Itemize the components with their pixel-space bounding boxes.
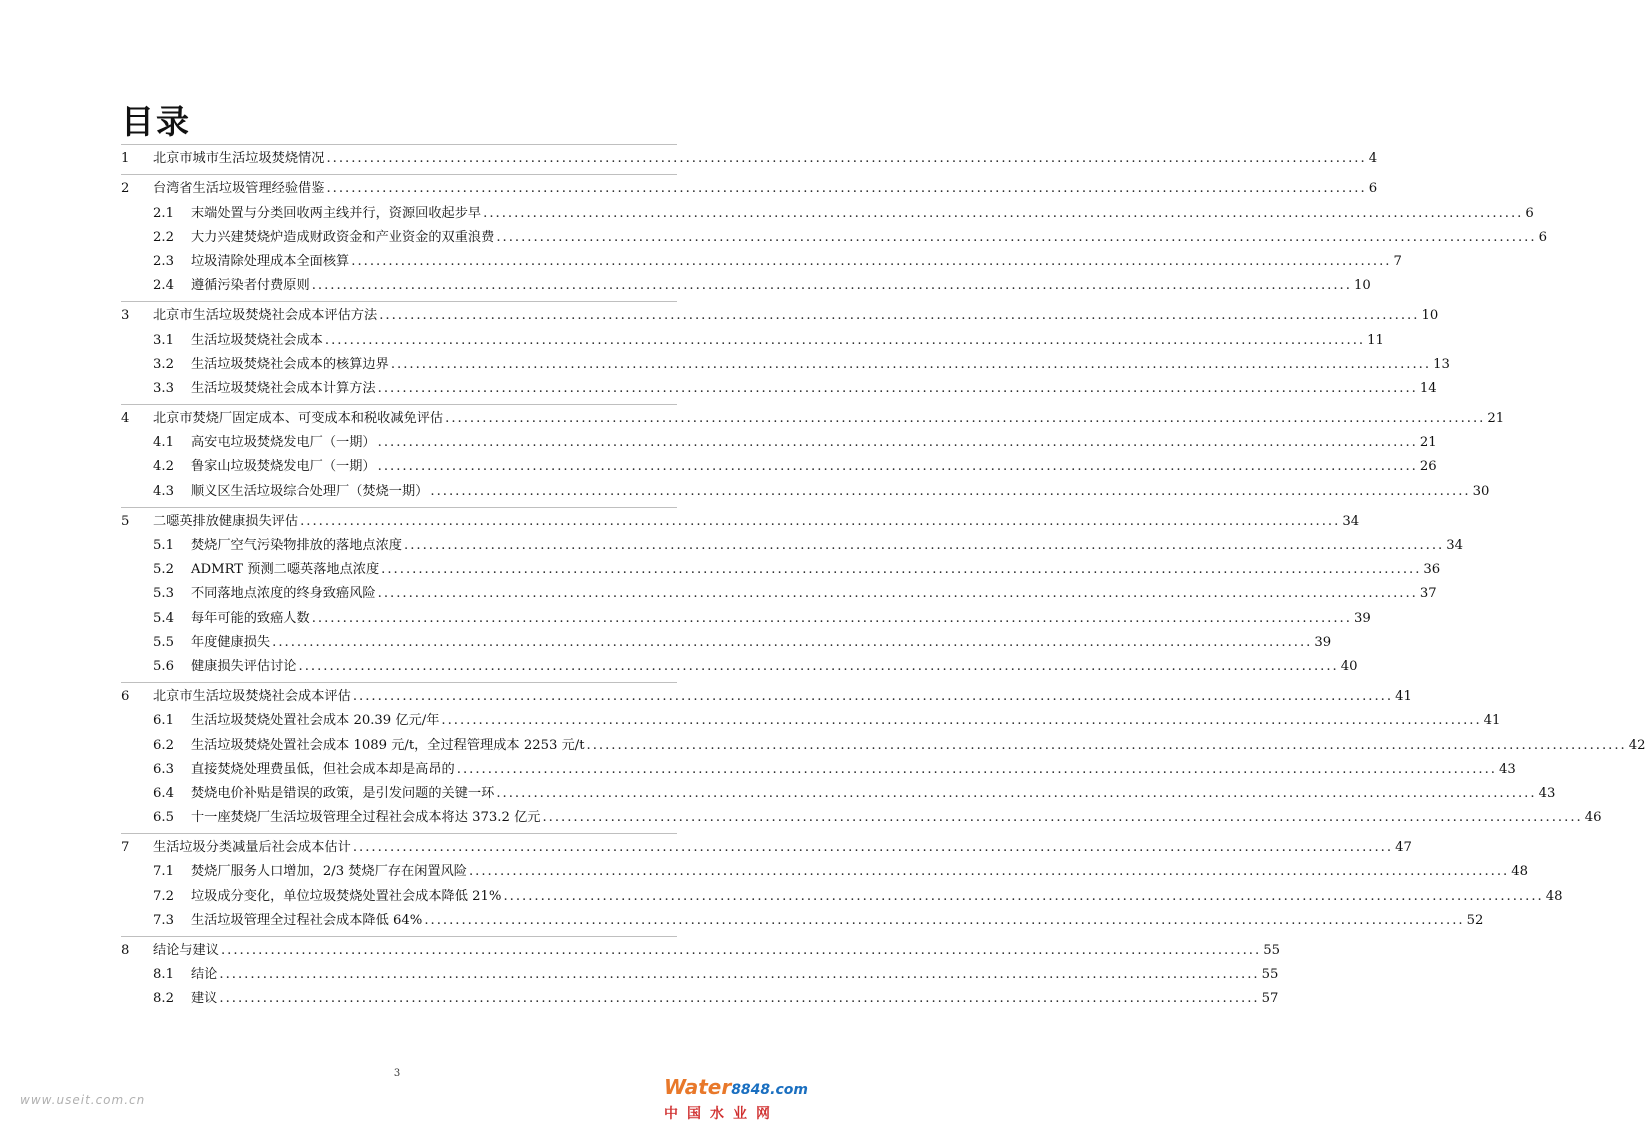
toc-dot-leader bbox=[312, 274, 1352, 298]
toc-entry-page: 43 bbox=[1538, 785, 1556, 801]
toc-entry-number: 2.1 bbox=[153, 205, 174, 221]
toc-subsection-entry[interactable] bbox=[121, 377, 1437, 401]
toc-section bbox=[121, 404, 1505, 504]
page-number: 3 bbox=[393, 1068, 401, 1079]
toc-entry-page: 41 bbox=[1483, 713, 1501, 729]
toc-entry-title: 生活垃圾焚烧处置社会成本 1089 元/t，全过程管理成本 2253 元/t bbox=[191, 737, 585, 753]
toc-entry-title: 遵循污染者付费原则 bbox=[191, 278, 310, 294]
toc-dot-leader bbox=[441, 709, 1481, 733]
toc-dot-leader bbox=[300, 510, 1340, 534]
toc-dot-leader bbox=[404, 534, 1444, 558]
toc-entry-page: 41 bbox=[1395, 689, 1412, 705]
toc-dot-leader bbox=[587, 734, 1627, 758]
toc-dot-leader bbox=[221, 939, 1261, 963]
toc-section bbox=[121, 174, 1547, 298]
toc-dot-leader bbox=[445, 407, 1485, 431]
toc-entry-title: 焚烧电价补贴是错误的政策，是引发问题的关键一环 bbox=[191, 785, 495, 801]
toc-entry-page: 14 bbox=[1419, 380, 1437, 396]
toc-entry-number: 6 bbox=[121, 689, 130, 705]
toc-subsection-entry[interactable] bbox=[121, 479, 1490, 503]
toc-section bbox=[121, 144, 1378, 171]
toc-entry-title: 建议 bbox=[191, 991, 218, 1007]
toc-section bbox=[121, 301, 1450, 401]
toc-dot-leader bbox=[325, 329, 1365, 353]
toc-dot-leader bbox=[424, 909, 1464, 933]
toc-entry-page: 57 bbox=[1261, 991, 1279, 1007]
watermark-logo-text: Water8848.com bbox=[664, 1075, 808, 1099]
toc-entry-page: 13 bbox=[1433, 356, 1450, 372]
toc-section bbox=[121, 833, 1563, 933]
toc-entry-page: 46 bbox=[1584, 810, 1602, 826]
toc-entry-number: 7 bbox=[121, 840, 130, 856]
toc-entry-number: 5 bbox=[121, 513, 130, 529]
toc-chapter-entry[interactable] bbox=[121, 939, 1280, 963]
toc-entry-title: 北京市生活垃圾焚烧社会成本评估 bbox=[153, 689, 351, 705]
toc-entry-page: 30 bbox=[1472, 483, 1490, 499]
toc-entry-number: 5.5 bbox=[153, 634, 174, 650]
toc-entry-number: 6.4 bbox=[153, 785, 174, 801]
toc-entry-number: 7.2 bbox=[153, 888, 174, 904]
toc-entry-page: 26 bbox=[1419, 459, 1437, 475]
toc-entry-title: 末端处置与分类回收两主线并行，资源回收起步早 bbox=[191, 205, 482, 221]
toc-entry-title: 垃圾成分变化，单位垃圾焚烧处置社会成本降低 21% bbox=[191, 888, 502, 904]
toc-dot-leader bbox=[496, 782, 1536, 806]
toc-dot-leader bbox=[219, 987, 1259, 1011]
toc-subsection-entry[interactable] bbox=[121, 226, 1547, 250]
toc-entry-page: 34 bbox=[1342, 513, 1360, 529]
toc-dot-leader bbox=[381, 558, 1421, 582]
toc-entry-number: 3.2 bbox=[153, 356, 174, 372]
toc-entry-title: 生活垃圾管理全过程社会成本降低 64% bbox=[191, 912, 423, 928]
toc-subsection-entry[interactable] bbox=[121, 655, 1358, 679]
toc-entry-number: 6.5 bbox=[153, 810, 174, 826]
toc-entry-page: 36 bbox=[1423, 562, 1441, 578]
toc-entry-number: 2.2 bbox=[153, 229, 174, 245]
toc-entry-number: 8.1 bbox=[153, 967, 174, 983]
toc-entry-page: 55 bbox=[1263, 943, 1280, 958]
toc-dot-leader bbox=[353, 836, 1393, 860]
toc-entry-page: 40 bbox=[1340, 658, 1358, 674]
toc-entry-page: 43 bbox=[1499, 761, 1516, 777]
toc-dot-leader bbox=[542, 806, 1582, 830]
toc-subsection-entry[interactable] bbox=[121, 709, 1501, 733]
toc-entry-page: 10 bbox=[1353, 278, 1371, 294]
toc-dot-leader bbox=[378, 455, 1418, 479]
toc-subsection-entry[interactable] bbox=[121, 558, 1441, 582]
toc-entry-page: 42 bbox=[1628, 737, 1646, 753]
toc-chapter-entry[interactable] bbox=[121, 407, 1505, 431]
toc-entry-title: 顺义区生活垃圾综合处理厂（焚烧一期） bbox=[191, 483, 429, 499]
toc-dot-leader bbox=[378, 377, 1418, 401]
toc-entry-number: 6.3 bbox=[153, 761, 174, 777]
toc-section bbox=[121, 682, 1646, 830]
watermark-logo bbox=[664, 1075, 808, 1123]
toc-subsection-entry[interactable] bbox=[121, 274, 1371, 298]
toc-entry-number: 6.1 bbox=[153, 713, 174, 729]
toc-subsection-entry[interactable] bbox=[121, 806, 1602, 830]
toc-dot-leader bbox=[378, 582, 1418, 606]
toc-entry-number: 3 bbox=[121, 308, 130, 324]
toc-entry-number: 7.1 bbox=[153, 864, 174, 880]
toc-entry-title: 结论 bbox=[191, 967, 218, 983]
toc-entry-title: 生活垃圾焚烧社会成本的核算边界 bbox=[191, 356, 389, 372]
toc-entry-title: 生活垃圾焚烧社会成本计算方法 bbox=[191, 380, 376, 396]
toc-dot-leader bbox=[353, 685, 1393, 709]
toc-entry-page: 21 bbox=[1419, 435, 1437, 451]
toc-entry-title: 每年可能的致癌人数 bbox=[191, 610, 310, 626]
toc-entry-number: 4.1 bbox=[153, 435, 174, 451]
toc-entry-page: 6 bbox=[1538, 229, 1547, 245]
toc-section bbox=[121, 936, 1280, 1012]
toc-entry-title: 生活垃圾焚烧处置社会成本 20.39 亿元/年 bbox=[191, 713, 440, 729]
toc-entry-page: 48 bbox=[1511, 864, 1529, 880]
toc-entry-number: 5.6 bbox=[153, 658, 174, 674]
toc-entry-title: 垃圾清除处理成本全面核算 bbox=[191, 253, 350, 269]
toc-entry-number: 5.3 bbox=[153, 586, 174, 602]
toc-subsection-entry[interactable] bbox=[121, 534, 1464, 558]
toc-subsection-entry[interactable] bbox=[121, 431, 1437, 455]
toc-entry-title: 生活垃圾分类减量后社会成本估计 bbox=[153, 840, 351, 856]
toc-subsection-entry[interactable] bbox=[121, 328, 1384, 352]
toc-entry-number: 4.3 bbox=[153, 483, 174, 499]
toc-entry-title: 台湾省生活垃圾管理经验借鉴 bbox=[153, 181, 325, 197]
toc-subsection-entry[interactable] bbox=[121, 963, 1279, 987]
toc-subsection-entry[interactable] bbox=[121, 758, 1516, 782]
toc-entry-page: 39 bbox=[1353, 610, 1371, 626]
toc-entry-number: 5.2 bbox=[153, 562, 174, 578]
toc-entry-number: 4.2 bbox=[153, 459, 174, 475]
toc-entry-title: 年度健康损失 bbox=[191, 634, 271, 650]
toc-entry-page: 48 bbox=[1545, 888, 1563, 904]
table-of-contents bbox=[121, 144, 1646, 1014]
toc-entry-title: 生活垃圾焚烧社会成本 bbox=[191, 332, 323, 348]
toc-chapter-entry[interactable] bbox=[121, 147, 1378, 171]
toc-dot-leader bbox=[391, 353, 1431, 377]
toc-chapter-entry[interactable] bbox=[121, 836, 1412, 860]
toc-entry-title: 鲁家山垃圾焚烧发电厂（一期） bbox=[191, 459, 376, 475]
toc-subsection-entry[interactable] bbox=[121, 860, 1529, 884]
toc-dot-leader bbox=[483, 202, 1523, 226]
toc-entry-page: 21 bbox=[1487, 411, 1505, 427]
toc-dot-leader bbox=[299, 655, 1339, 679]
toc-dot-leader bbox=[326, 147, 1366, 171]
toc-subsection-entry[interactable] bbox=[121, 909, 1484, 933]
toc-entry-number: 2.3 bbox=[153, 253, 174, 269]
watermark-subtitle: 中国水业网 bbox=[664, 1106, 779, 1122]
toc-dot-leader bbox=[469, 860, 1509, 884]
toc-entry-title: 高安屯垃圾焚烧发电厂（一期） bbox=[191, 435, 376, 451]
toc-entry-title: 北京市城市生活垃圾焚烧情况 bbox=[153, 151, 325, 167]
toc-entry-number: 8 bbox=[121, 943, 130, 958]
toc-entry-number: 6.2 bbox=[153, 737, 174, 753]
toc-entry-title: 二噁英排放健康损失评估 bbox=[153, 513, 299, 529]
toc-chapter-entry[interactable] bbox=[121, 304, 1439, 328]
toc-entry-number: 5.4 bbox=[153, 610, 174, 626]
toc-chapter-entry[interactable] bbox=[121, 685, 1412, 709]
toc-chapter-entry[interactable] bbox=[121, 510, 1360, 534]
toc-entry-page: 11 bbox=[1367, 332, 1384, 348]
toc-subsection-entry[interactable] bbox=[121, 353, 1450, 377]
toc-subsection-entry[interactable] bbox=[121, 606, 1371, 630]
toc-entry-number: 5.1 bbox=[153, 538, 174, 553]
toc-entry-number: 2.4 bbox=[153, 278, 174, 294]
toc-entry-number: 2 bbox=[121, 181, 130, 197]
toc-entry-number: 1 bbox=[121, 151, 130, 167]
toc-subsection-entry[interactable] bbox=[121, 733, 1646, 757]
toc-dot-leader bbox=[272, 631, 1312, 655]
toc-entry-page: 6 bbox=[1525, 205, 1534, 221]
toc-dot-leader bbox=[378, 431, 1418, 455]
toc-entry-title: 北京市生活垃圾焚烧社会成本评估方法 bbox=[153, 308, 378, 324]
toc-entry-title: ADMRT 预测二噁英落地点浓度 bbox=[191, 562, 380, 578]
toc-entry-page: 37 bbox=[1419, 586, 1437, 602]
toc-dot-leader bbox=[379, 304, 1419, 328]
toc-dot-leader bbox=[219, 963, 1259, 987]
toc-subsection-entry[interactable] bbox=[121, 455, 1437, 479]
toc-entry-page: 47 bbox=[1395, 840, 1412, 856]
toc-entry-page: 52 bbox=[1466, 912, 1484, 928]
toc-entry-title: 直接焚烧处理费虽低，但社会成本却是高昂的 bbox=[191, 761, 455, 777]
toc-dot-leader bbox=[503, 885, 1543, 909]
toc-entry-page: 39 bbox=[1314, 634, 1332, 650]
toc-section bbox=[121, 507, 1464, 679]
toc-subsection-entry[interactable] bbox=[121, 782, 1556, 806]
toc-dot-leader bbox=[457, 758, 1497, 782]
toc-entry-number: 4 bbox=[121, 411, 130, 427]
toc-entry-title: 焚烧厂空气污染物排放的落地点浓度 bbox=[191, 538, 402, 553]
toc-subsection-entry[interactable] bbox=[121, 582, 1437, 606]
toc-entry-page: 55 bbox=[1261, 967, 1279, 983]
toc-entry-number: 3.1 bbox=[153, 332, 174, 348]
toc-dot-leader bbox=[326, 177, 1366, 201]
toc-entry-number: 3.3 bbox=[153, 380, 174, 396]
toc-entry-page: 4 bbox=[1368, 151, 1378, 167]
toc-entry-title: 不同落地点浓度的终身致癌风险 bbox=[191, 586, 376, 602]
toc-dot-leader bbox=[351, 250, 1391, 274]
toc-entry-number: 7.3 bbox=[153, 912, 174, 928]
toc-subsection-entry[interactable] bbox=[121, 201, 1534, 225]
toc-chapter-entry[interactable] bbox=[121, 177, 1378, 201]
toc-entry-title: 健康损失评估讨论 bbox=[191, 658, 297, 674]
watermark-left: www.useit.com.cn bbox=[20, 1093, 146, 1107]
toc-entry-page: 10 bbox=[1421, 308, 1439, 324]
toc-entry-title: 北京市焚烧厂固定成本、可变成本和税收减免评估 bbox=[153, 411, 444, 427]
toc-entry-title: 结论与建议 bbox=[153, 943, 219, 958]
toc-dot-leader bbox=[430, 480, 1470, 504]
toc-subsection-entry[interactable] bbox=[121, 987, 1279, 1011]
page-title: 目录 bbox=[121, 102, 191, 141]
toc-entry-title: 十一座焚烧厂生活垃圾管理全过程社会成本将达 373.2 亿元 bbox=[191, 810, 541, 826]
toc-entry-page: 34 bbox=[1446, 538, 1464, 553]
toc-entry-title: 大力兴建焚烧炉造成财政资金和产业资金的双重浪费 bbox=[191, 229, 495, 245]
toc-entry-number: 8.2 bbox=[153, 991, 174, 1007]
toc-dot-leader bbox=[312, 607, 1352, 631]
toc-entry-page: 7 bbox=[1393, 253, 1402, 269]
toc-entry-page: 6 bbox=[1368, 181, 1378, 197]
toc-subsection-entry[interactable] bbox=[121, 250, 1402, 274]
toc-subsection-entry[interactable] bbox=[121, 884, 1563, 908]
toc-subsection-entry[interactable] bbox=[121, 631, 1332, 655]
toc-entry-title: 焚烧厂服务人口增加，2/3 焚烧厂存在闲置风险 bbox=[191, 864, 467, 880]
toc-dot-leader bbox=[496, 226, 1536, 250]
